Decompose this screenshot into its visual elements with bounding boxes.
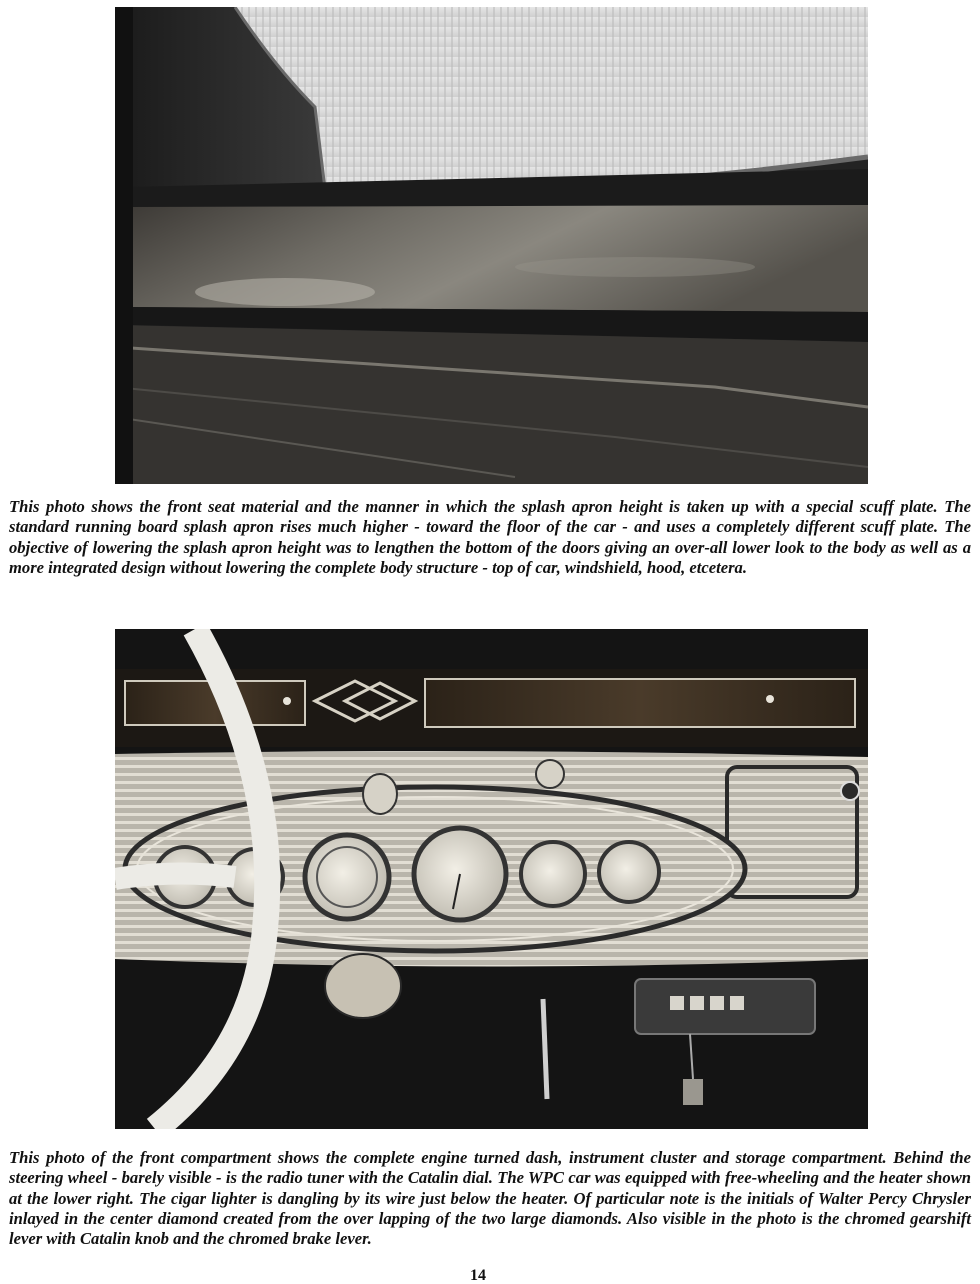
- photo-dashboard: [115, 629, 868, 1129]
- photo-front-seat-image: [115, 7, 868, 484]
- photo-front-seat: [115, 7, 868, 484]
- caption-front-seat: This photo shows the front seat material and the manner in which the splash apron height is taken up with a special scuff plate. The standard running board splash apron rises much higher - toward the floor of the car - and uses a completely different scuff plate. The objective of lowering the splash apron height was to lengthen the bottom of the doors giving an over-all lower look to the body as well as a more integrated design without lowering the complete body structure - top of car, windshield, hood, etcetera.: [9, 497, 971, 577]
- photo-dashboard-image: [115, 629, 868, 1129]
- page-number: 14: [470, 1267, 486, 1284]
- caption-dashboard: This photo of the front compartment shows the complete engine turned dash, instrument cluster and storage compartment. Behind the steering wheel - barely visible - is the radio tuner with the Catalin dial. The WPC car was equipped with free-wheeling and the heater shown at the lower right. The cigar lighter is dangling by its wire just below the heater. Of particular note is the initials of Walter Percy Chrysler inlayed in the center diamond created from the over lapping of the two large diamonds. Also visible in the photo is the chromed gearshift lever with Catalin knob and the chromed brake lever.: [9, 1148, 971, 1249]
